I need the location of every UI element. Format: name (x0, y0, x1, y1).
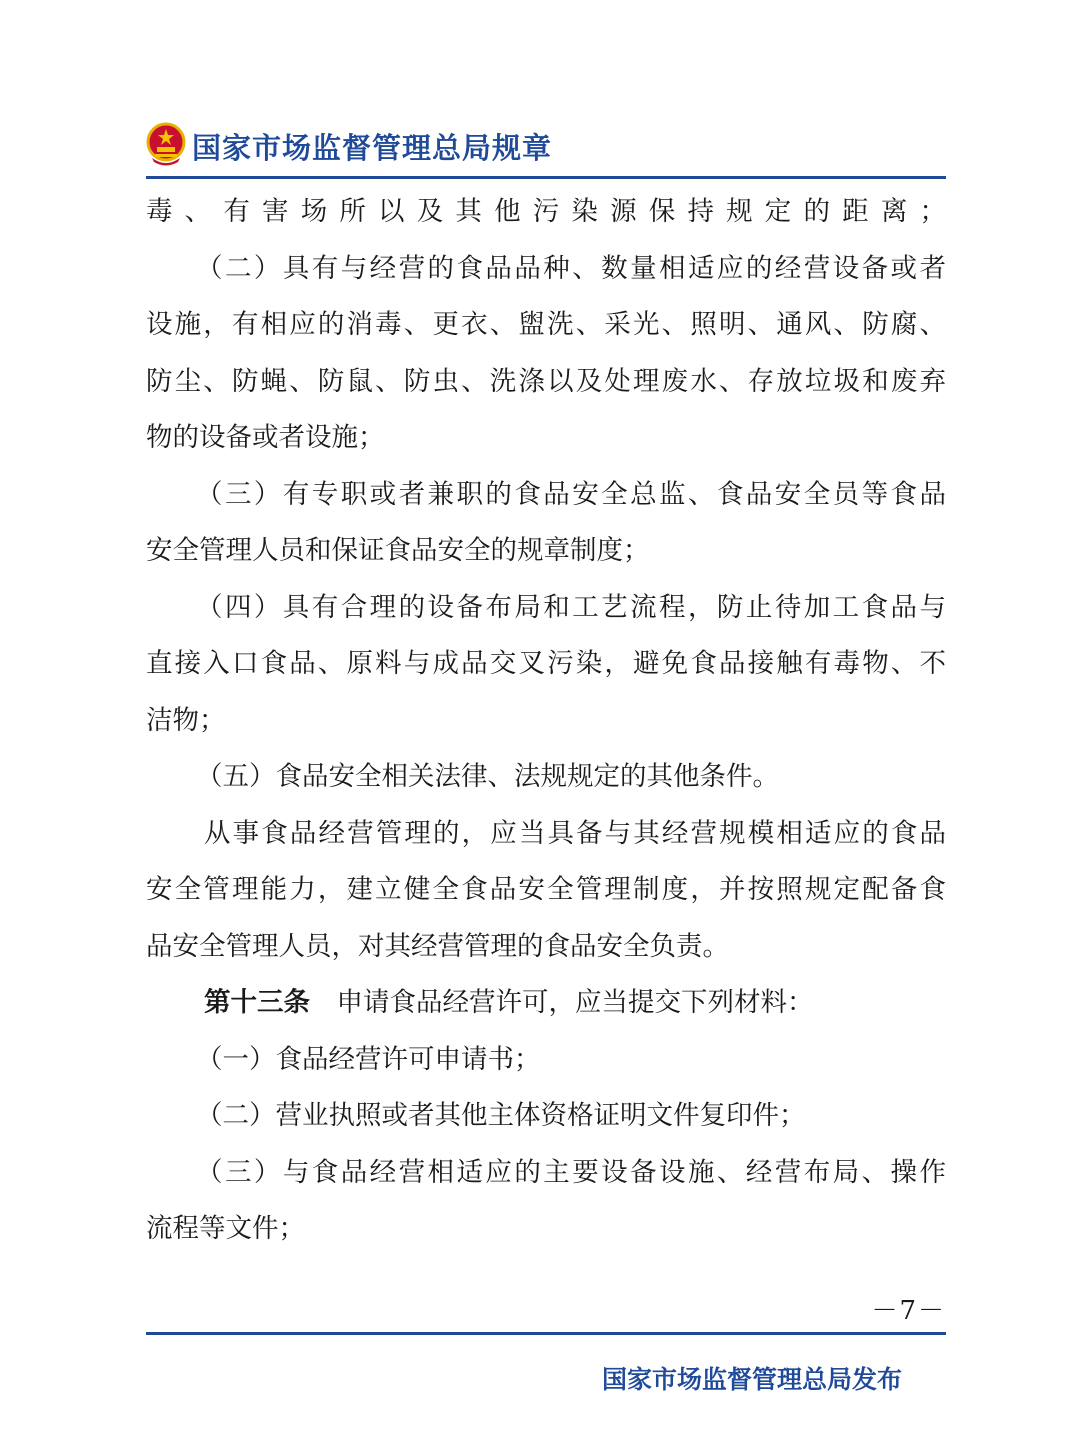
article-item: （二）营业执照或者其他主体资格证明文件复印件； (196, 1100, 806, 1131)
body-line: 物的设备或者设施； (146, 422, 385, 453)
publisher-footer: 国家市场监督管理总局发布 (601, 1365, 902, 1394)
article-item: （一）食品经营许可申请书； (196, 1043, 541, 1075)
body-line: 安全管理人员和保证食品安全的规章制度； (146, 535, 650, 566)
body-line: 安全管理能力，建立健全食品安全管理制度，并按照规定配备食 (146, 874, 946, 905)
footer-divider (146, 1332, 946, 1335)
article-label: 第十三条 (204, 987, 310, 1018)
body-line: 洁物； (146, 704, 226, 736)
body-line: 品安全管理人员，对其经营管理的食品安全负责。 (146, 930, 729, 962)
body-line: 毒、有害场所以及其他污染源保持规定的距离； (146, 196, 946, 227)
article-item: 流程等文件； (146, 1213, 305, 1244)
article-text: 申请食品经营许可，应当提交下列材料： (336, 987, 814, 1018)
document-body (146, 184, 946, 1258)
body-line: 防尘、防蝇、防鼠、防虫、洗涤以及处理废水、存放垃圾和废弃 (146, 365, 946, 397)
body-line: （三）有专职或者兼职的食品安全总监、食品安全员等食品 (196, 478, 946, 510)
body-line: （四）具有合理的设备布局和工艺流程，防止待加工食品与 (196, 591, 946, 623)
header-title: 国家市场监督管理总局规章 (192, 131, 553, 165)
article-item: （三）与食品经营相适应的主要设备设施、经营布局、操作 (196, 1156, 946, 1188)
page-number: －7－ (871, 1296, 946, 1326)
body-line: 从事食品经营管理的，应当具备与其经营规模相适应的食品 (204, 817, 946, 849)
body-line: （二）具有与经营的食品品种、数量相适应的经营设备或者 (196, 252, 946, 284)
header-divider (146, 176, 946, 179)
document-header (146, 118, 946, 174)
body-line: （五）食品安全相关法律、法规规定的其他条件。 (196, 761, 779, 792)
national-emblem-icon (146, 122, 186, 166)
article-heading-line (146, 975, 946, 1032)
body-line: 设施，有相应的消毒、更衣、盥洗、采光、照明、通风、防腐、 (146, 309, 946, 340)
body-line: 直接入口食品、原料与成品交叉污染，避免食品接触有毒物、不 (146, 648, 946, 679)
